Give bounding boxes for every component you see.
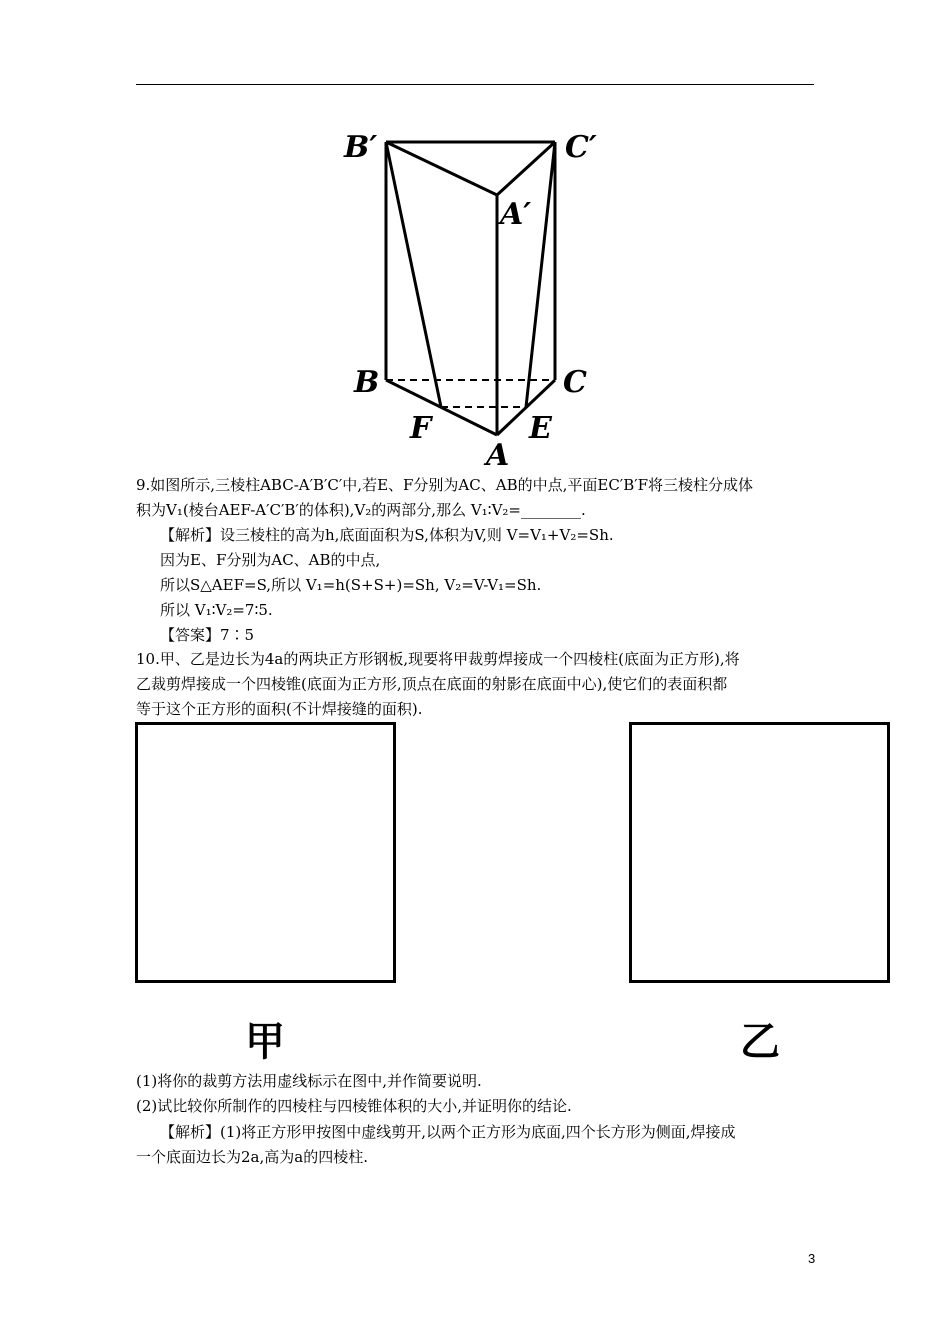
q10-analysis-line-2: 一个底面边长为2a,高为a的四棱柱. [136,1148,368,1166]
label-b: B [354,365,380,400]
q9-analysis-line-2: 因为E、F分别为AC、AB的中点, [160,551,381,569]
label-e: E [529,411,552,446]
q9-answer: 【答案】7∶5 [160,626,255,644]
square-yi [629,722,890,983]
q9-analysis-line-4: 所以 V₁∶V₂=7∶5. [160,601,273,619]
q9-analysis-line-1: 【解析】设三棱柱的高为h,底面面积为S,体积为V,则 V=V₁+V₂=Sh. [160,526,614,544]
q10-part-2: (2)试比较你所制作的四棱柱与四棱锥体积的大小,并证明你的结论. [136,1097,572,1115]
q9-line-2: 积为V₁(棱台AEF-A′C′B′的体积),V₂的两部分,那么 V₁∶V₂=________. [136,501,586,519]
prism-figure [330,115,620,475]
q10-line-3: 等于这个正方形的面积(不计焊接缝的面积). [136,700,423,718]
q10-line-2: 乙裁剪焊接成一个四棱锥(底面为正方形,顶点在底面的射影在底面中心),使它们的表面积都 [136,675,728,693]
q10-line-1: 10.甲、乙是边长为4a的两块正方形钢板,现要将甲裁剪焊接成一个四棱柱(底面为正方形),将 [136,650,740,668]
label-a: A [486,438,510,473]
label-b-prime: B′ [344,130,378,165]
label-a-prime: A′ [500,197,532,232]
q9-line-1: 9.如图所示,三棱柱ABC-A′B′C′中,若E、F分别为AC、AB的中点,平面EC′B′F将三棱柱分成体 [136,476,754,494]
header-rule [136,84,814,85]
square-jia [135,722,396,983]
label-c: C [563,365,587,400]
q10-analysis-line-1: 【解析】(1)将正方形甲按图中虚线剪开,以两个正方形为底面,四个长方形为侧面,焊接成 [160,1123,736,1141]
page-number: 3 [808,1251,816,1266]
label-f: F [410,411,432,446]
q9-analysis-line-3: 所以S△AEF=S,所以 V₁=h(S+S+)=Sh, V₂=V-V₁=Sh. [160,576,542,594]
label-yi: 乙 [740,1019,780,1065]
q10-part-1: (1)将你的裁剪方法用虚线标示在图中,并作简要说明. [136,1072,482,1090]
label-c-prime: C′ [565,130,597,165]
label-jia: 甲 [245,1019,285,1065]
